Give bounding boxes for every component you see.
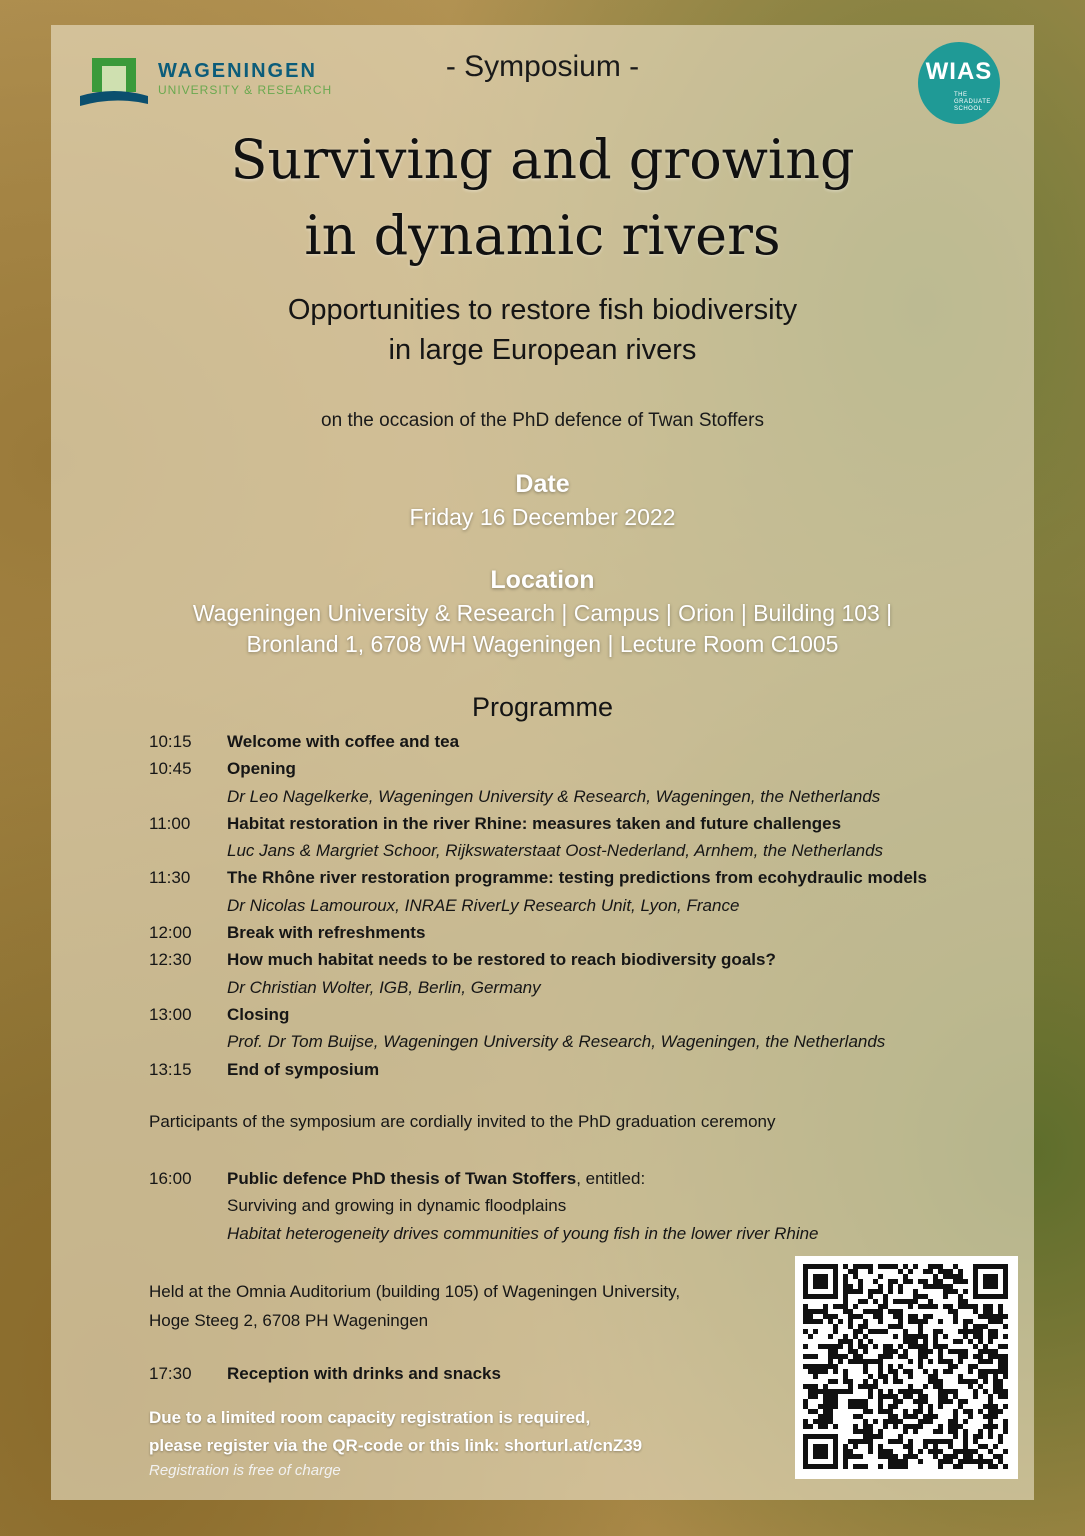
programme-row xyxy=(149,728,1009,755)
programme-time: 11:30 xyxy=(149,868,191,888)
programme-speaker-row xyxy=(149,1028,1009,1055)
programme-time: 10:15 xyxy=(149,732,192,751)
defence-block xyxy=(149,1165,1009,1247)
venue-line1: Held at the Omnia Auditorium (building 105) of Wageningen University, xyxy=(149,1282,681,1301)
programme-title: Break with refreshments xyxy=(227,923,426,943)
occasion-text: on the occasion of the PhD defence of Twan Stoffers xyxy=(321,410,764,431)
programme-time: 10:45 xyxy=(149,759,192,779)
event-title xyxy=(0,122,1085,274)
programme-row xyxy=(149,946,1009,973)
defence-row xyxy=(149,1165,1009,1192)
registration-line2[interactable]: please register via the QR-code or this link: shorturl.at/cnZ39 xyxy=(149,1436,643,1455)
programme-speaker: Prof. Dr Tom Buijse, Wageningen University & Research, Wageningen, the Netherlands xyxy=(227,1032,886,1052)
programme-speaker: Dr Christian Wolter, IGB, Berlin, Germany xyxy=(227,977,541,997)
programme-time: 13:00 xyxy=(149,1004,192,1024)
programme-row xyxy=(149,864,1009,891)
programme-title: Habitat restoration in the river Rhine: measures taken and future challenges xyxy=(227,813,842,833)
programme-time: 11:00 xyxy=(149,813,191,833)
thesis-title: Surviving and growing in dynamic floodplains xyxy=(227,1196,567,1216)
location-value xyxy=(0,598,1085,660)
programme-title: End of symposium xyxy=(227,1059,380,1079)
programme-time: 12:00 xyxy=(149,923,192,943)
programme-row xyxy=(149,1001,1009,1028)
defence-time: 16:00 xyxy=(149,1169,192,1188)
programme-speaker: Dr Nicolas Lamouroux, INRAE RiverLy Research Unit, Lyon, France xyxy=(227,895,740,915)
date-value: Friday 16 December 2022 xyxy=(409,504,676,530)
programme-title: The Rhône river restoration programme: testing predictions from ecohydraulic models xyxy=(227,868,927,888)
reception-time: 17:30 xyxy=(149,1364,192,1383)
thesis-subtitle: Habitat heterogeneity drives communities of young fish in the lower river Rhine xyxy=(227,1223,819,1243)
defence-thesis-row xyxy=(149,1192,1009,1219)
programme-speaker: Luc Jans & Margriet Schoor, Rijkswaterstaat Oost-Nederland, Arnhem, the Netherlands xyxy=(227,841,884,861)
registration-qr-code[interactable] xyxy=(795,1256,1018,1479)
registration-note: Registration is free of charge xyxy=(149,1462,341,1479)
programme-title: Closing xyxy=(227,1004,290,1024)
location-line2: Bronland 1, 6708 WH Wageningen | Lecture Room C1005 xyxy=(246,631,839,657)
event-subtitle-line1: Opportunities to restore fish biodiversity xyxy=(287,294,798,326)
programme-time: 12:30 xyxy=(149,950,192,970)
registration-line1: Due to a limited room capacity registration is required, xyxy=(149,1408,591,1427)
qr-code-icon xyxy=(795,1256,1018,1479)
location-heading: Location xyxy=(490,566,595,594)
programme-row xyxy=(149,1056,1009,1083)
registration-text xyxy=(149,1404,642,1460)
symposium-kicker: - Symposium - xyxy=(445,50,640,83)
programme-heading: Programme xyxy=(471,692,614,722)
venue-line2: Hoge Steeg 2, 6708 PH Wageningen xyxy=(149,1311,429,1330)
venue-text xyxy=(149,1277,680,1335)
programme-time: 13:15 xyxy=(149,1059,192,1079)
programme-speaker-row xyxy=(149,783,1009,810)
programme-row xyxy=(149,755,1009,782)
event-subtitle xyxy=(0,290,1085,370)
event-title-line1: Surviving and growing xyxy=(230,128,855,191)
wur-name: WAGENINGEN xyxy=(158,60,317,82)
reception-title: Reception with drinks and snacks xyxy=(227,1364,501,1383)
wur-subname: UNIVERSITY & RESEARCH xyxy=(158,83,333,97)
programme-speaker-row xyxy=(149,892,1009,919)
programme-speaker-row xyxy=(149,837,1009,864)
programme-title: How much habitat needs to be restored to reach biodiversity goals? xyxy=(227,950,776,970)
invitation-text: Participants of the symposium are cordially invited to the PhD graduation ceremony xyxy=(149,1112,776,1131)
programme-row xyxy=(149,919,1009,946)
programme-row xyxy=(149,810,1009,837)
date-heading: Date xyxy=(515,470,570,498)
wias-name: WIAS xyxy=(925,58,993,85)
event-subtitle-line2: in large European rivers xyxy=(388,334,697,366)
programme-list xyxy=(149,728,1009,1083)
programme-speaker-row xyxy=(149,974,1009,1001)
defence-title-rest: , entitled: xyxy=(576,1169,646,1188)
defence-title: Public defence PhD thesis of Twan Stoffers xyxy=(227,1169,577,1188)
event-title-line2: in dynamic rivers xyxy=(304,204,781,267)
defence-thesis-row xyxy=(149,1220,1009,1247)
wias-subname: THE GRADUATE SCHOOL xyxy=(954,92,991,112)
programme-title: Opening xyxy=(227,759,296,779)
programme-title: Welcome with coffee and tea xyxy=(227,732,460,751)
programme-speaker: Dr Leo Nagelkerke, Wageningen University & Research, Wageningen, the Netherlands xyxy=(227,786,881,806)
location-line1: Wageningen University & Research | Campus | Orion | Building 103 | xyxy=(192,600,893,626)
